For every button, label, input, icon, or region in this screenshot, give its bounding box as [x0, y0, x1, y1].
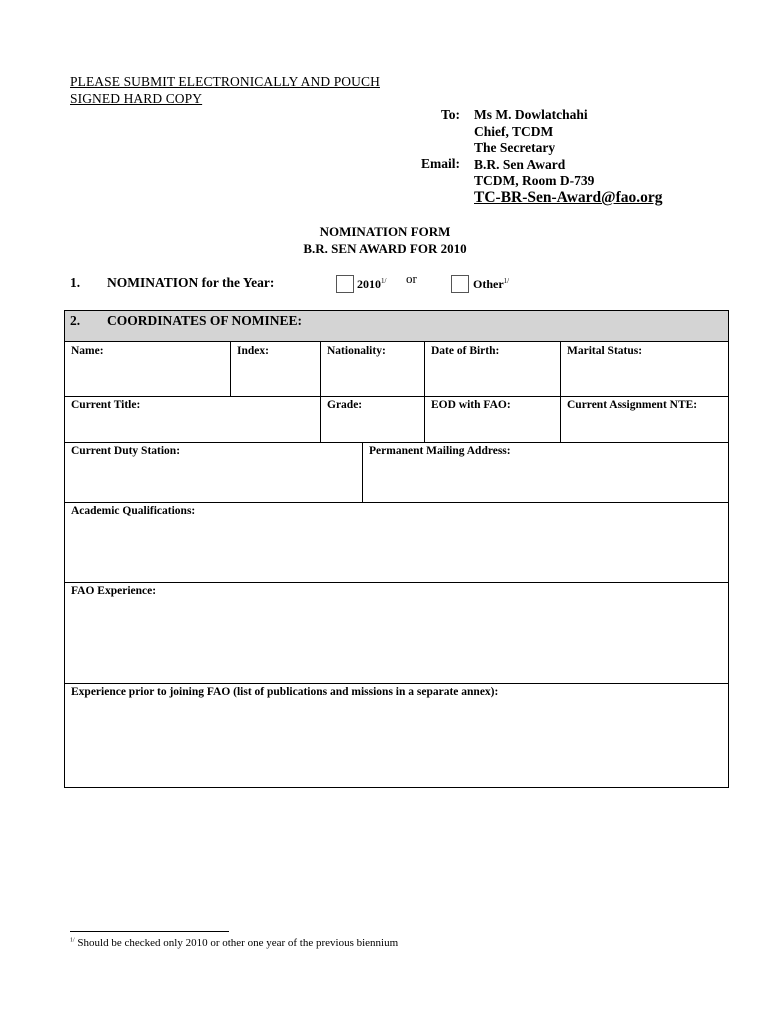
form-title: [0, 224, 770, 257]
table-rule: [64, 582, 729, 583]
current-assignment-nte-field[interactable]: Current Assignment NTE:: [567, 399, 698, 411]
to-label: To:: [440, 107, 460, 122]
address-line: Chief, TCDM: [474, 123, 554, 139]
academic-qualifications-field[interactable]: Academic Qualifications:: [71, 505, 196, 517]
footnote-ref: 1/: [381, 277, 387, 285]
footnote: [70, 937, 398, 949]
address-line: The Secretary: [474, 140, 556, 155]
instruction-line-2: SIGNED HARD COPY: [70, 91, 203, 106]
table-rule: [64, 396, 729, 397]
address-line: B.R. Sen Award: [474, 156, 566, 172]
email-label: Email:: [421, 156, 460, 171]
section-1-label: NOMINATION for the Year:: [107, 275, 275, 290]
footnote-separator: [70, 931, 229, 932]
instruction-line-1: PLEASE SUBMIT ELECTRONICALLY AND POUCH: [70, 74, 380, 89]
fao-experience-field[interactable]: FAO Experience:: [71, 585, 157, 597]
table-rule: [64, 442, 729, 443]
submission-instruction: [70, 73, 380, 107]
grade-field[interactable]: Grade:: [327, 399, 363, 411]
form-title-line-1: NOMINATION FORM: [319, 224, 451, 239]
table-rule: [362, 442, 363, 502]
section-2-title: COORDINATES OF NOMINEE:: [107, 313, 303, 328]
footnote-ref: 1/: [503, 277, 510, 285]
permanent-mailing-address-field[interactable]: Permanent Mailing Address:: [369, 445, 511, 457]
year-2010-checkbox[interactable]: [336, 275, 354, 293]
other-year-option: [473, 277, 509, 292]
current-duty-station-field[interactable]: Current Duty Station:: [71, 445, 181, 457]
other-year-checkbox[interactable]: [451, 275, 469, 293]
experience-prior-field[interactable]: Experience prior to joining FAO (list of publications and missions in a separate annex):: [71, 686, 499, 698]
table-rule: [424, 342, 425, 442]
recipient-address: [474, 107, 594, 190]
index-field[interactable]: Index:: [237, 345, 269, 357]
year-2010-label: 2010: [357, 277, 381, 291]
table-rule: [230, 342, 231, 396]
section-1-number: 1.: [70, 275, 81, 290]
address-line: Ms M. Dowlatchahi: [474, 107, 588, 122]
address-line: TCDM, Room D-739: [474, 173, 595, 188]
marital-status-field[interactable]: Marital Status:: [567, 345, 643, 357]
email-link[interactable]: TC-BR-Sen-Award@fao.org: [474, 189, 663, 206]
table-rule: [64, 683, 729, 684]
footnote-marker: 1/: [70, 937, 75, 944]
current-title-field[interactable]: Current Title:: [71, 399, 141, 411]
date-of-birth-field[interactable]: Date of Birth:: [431, 345, 500, 357]
table-rule: [560, 342, 561, 442]
year-2010-option: [357, 277, 386, 292]
nationality-field[interactable]: Nationality:: [327, 345, 386, 357]
nominee-form-table: [64, 310, 729, 788]
or-text: or: [406, 271, 417, 286]
name-field[interactable]: Name:: [71, 345, 104, 357]
form-title-line-2: B.R. SEN AWARD FOR 2010: [303, 240, 467, 256]
footnote-text: Should be checked only 2010 or other one year of the previous biennium: [77, 937, 399, 949]
other-year-label: Other: [473, 277, 504, 291]
eod-with-fao-field[interactable]: EOD with FAO:: [431, 399, 511, 411]
table-rule: [320, 342, 321, 442]
section-2-number: 2.: [70, 313, 81, 328]
table-rule: [64, 502, 729, 503]
